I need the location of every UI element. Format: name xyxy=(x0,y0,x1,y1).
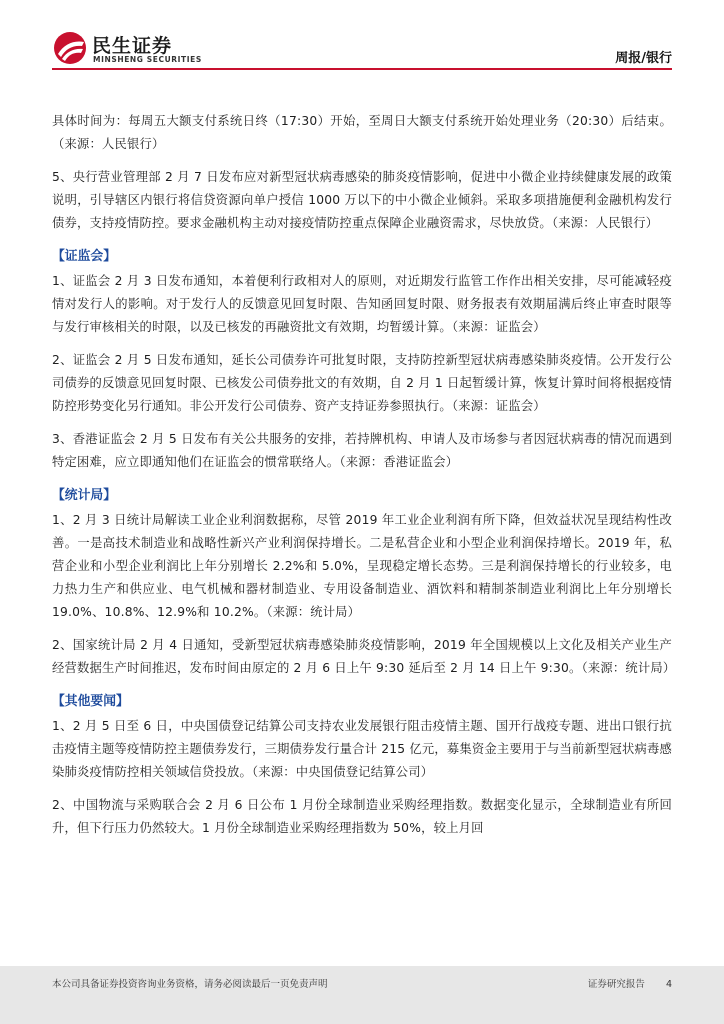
minsheng-logo-icon xyxy=(52,30,88,66)
paragraph: 5、央行营业管理部 2 月 7 日发布应对新型冠状病毒感染的肺炎疫情影响，促进中小微企业持续健康发展的政策说明，引导辖区内银行将信贷资源向单户授信 1000 万以下的中小微企业倾斜。采取多项措施便利金融机构发行债券，支持疫情防控。要求金融机构主动对接疫情防控重点保障企业融资需求，尽快放贷。（来源：人民银行） xyxy=(52,170,672,230)
section-heading: 【统计局】 xyxy=(52,488,116,503)
page-header xyxy=(0,0,724,72)
paragraph: 2、证监会 2 月 5 日发布通知，延长公司债券许可批复时限，支持防控新型冠状病毒感染肺炎疫情。公开发行公司债券的反馈意见回复时限、已核发公司债券批文的有效期，自 2 月 1 日起暂缓计算，恢复计算时间将根据疫情防控形势变化另行通知。非公开发行公司债券、资产支持证券参照执行。（来源：证监会） xyxy=(52,353,672,413)
brand-name-en: MINSHENG SECURITIES xyxy=(93,55,202,64)
brand-name-cn: 民生证券 xyxy=(92,35,173,57)
document-body xyxy=(52,110,676,850)
report-type: 周报/银行 xyxy=(615,51,672,66)
paragraph: 具体时间为：每周五大额支付系统日终（17:30）开始，至周日大额支付系统开始处理业务（20:30）后结束。（来源：人民银行） xyxy=(52,114,672,151)
paragraph: 1、证监会 2 月 3 日发布通知，本着便利行政相对人的原则，对近期发行监管工作作出相关安排，尽可能减轻疫情对发行人的影响。对于发行人的反馈意见回复时限、告知函回复时限、财务报表有效期届满后终止审查时限等与发行审核相关的时限，以及已核发的再融资批文有效期，均暂缓计算。（来源：证监会） xyxy=(52,274,672,334)
page-footer xyxy=(0,966,724,1024)
header-divider xyxy=(52,68,672,70)
footer-report-label: 证券研究报告 xyxy=(587,979,645,990)
paragraph: 2、国家统计局 2 月 4 日通知，受新型冠状病毒感染肺炎疫情影响，2019 年全国规模以上文化及相关产业生产经营数据生产时间推迟，发布时间由原定的 2 月 6 日上午 9:30 延后至 2 月 14 日上午 9:30。（来源：统计局） xyxy=(52,638,676,675)
paragraph: 1、2 月 5 日至 6 日，中央国债登记结算公司支持农业发展银行阻击疫情主题、国开行战疫专题、进出口银行抗击疫情主题等疫情防控主题债券发行，三期债券发行量合计 215 亿元，募集资金主要用于与当前新型冠状病毒感染肺炎疫情防控相关领域信贷投放。（来源：中央国债登记结算公司） xyxy=(52,719,672,779)
footer-disclaimer: 本公司具备证券投资咨询业务资格，请务必阅读最后一页免责声明 xyxy=(52,979,328,990)
page-number: 4 xyxy=(665,979,672,990)
paragraph: 3、香港证监会 2 月 5 日发布有关公共服务的安排，若持牌机构、申请人及市场参与者因冠状病毒的情况而遇到特定困难，应立即通知他们在证监会的惯常联络人。（来源：香港证监会） xyxy=(52,432,672,469)
section-heading: 【证监会】 xyxy=(52,249,116,264)
paragraph: 1、2 月 3 日统计局解读工业企业利润数据称，尽管 2019 年工业企业利润有所下降，但效益状况呈现结构性改善。一是高技术制造业和战略性新兴产业利润保持增长。二是私营企业和小型企业利润保持增长。2019 年，私营企业和小型企业利润比上年分别增长 2.2%和 5.0%，呈现稳定增长态势。三是利润保持增长的行业较多，电力热力生产和供应业、电气机械和器材制造业、专用设备制造业、酒饮料和精制茶制造业利润比上年分别增长 19.0%、10.8%、12.9%和 10.2%。（来源：统计局） xyxy=(52,513,672,619)
paragraph: 2、中国物流与采购联合会 2 月 6 日公布 1 月份全球制造业采购经理指数。数据变化显示，全球制造业有所回升，但下行压力仍然较大。1 月份全球制造业采购经理指数为 50%，较上月回 xyxy=(52,798,672,835)
section-heading: 【其他要闻】 xyxy=(52,694,129,709)
footer-right xyxy=(570,976,672,990)
